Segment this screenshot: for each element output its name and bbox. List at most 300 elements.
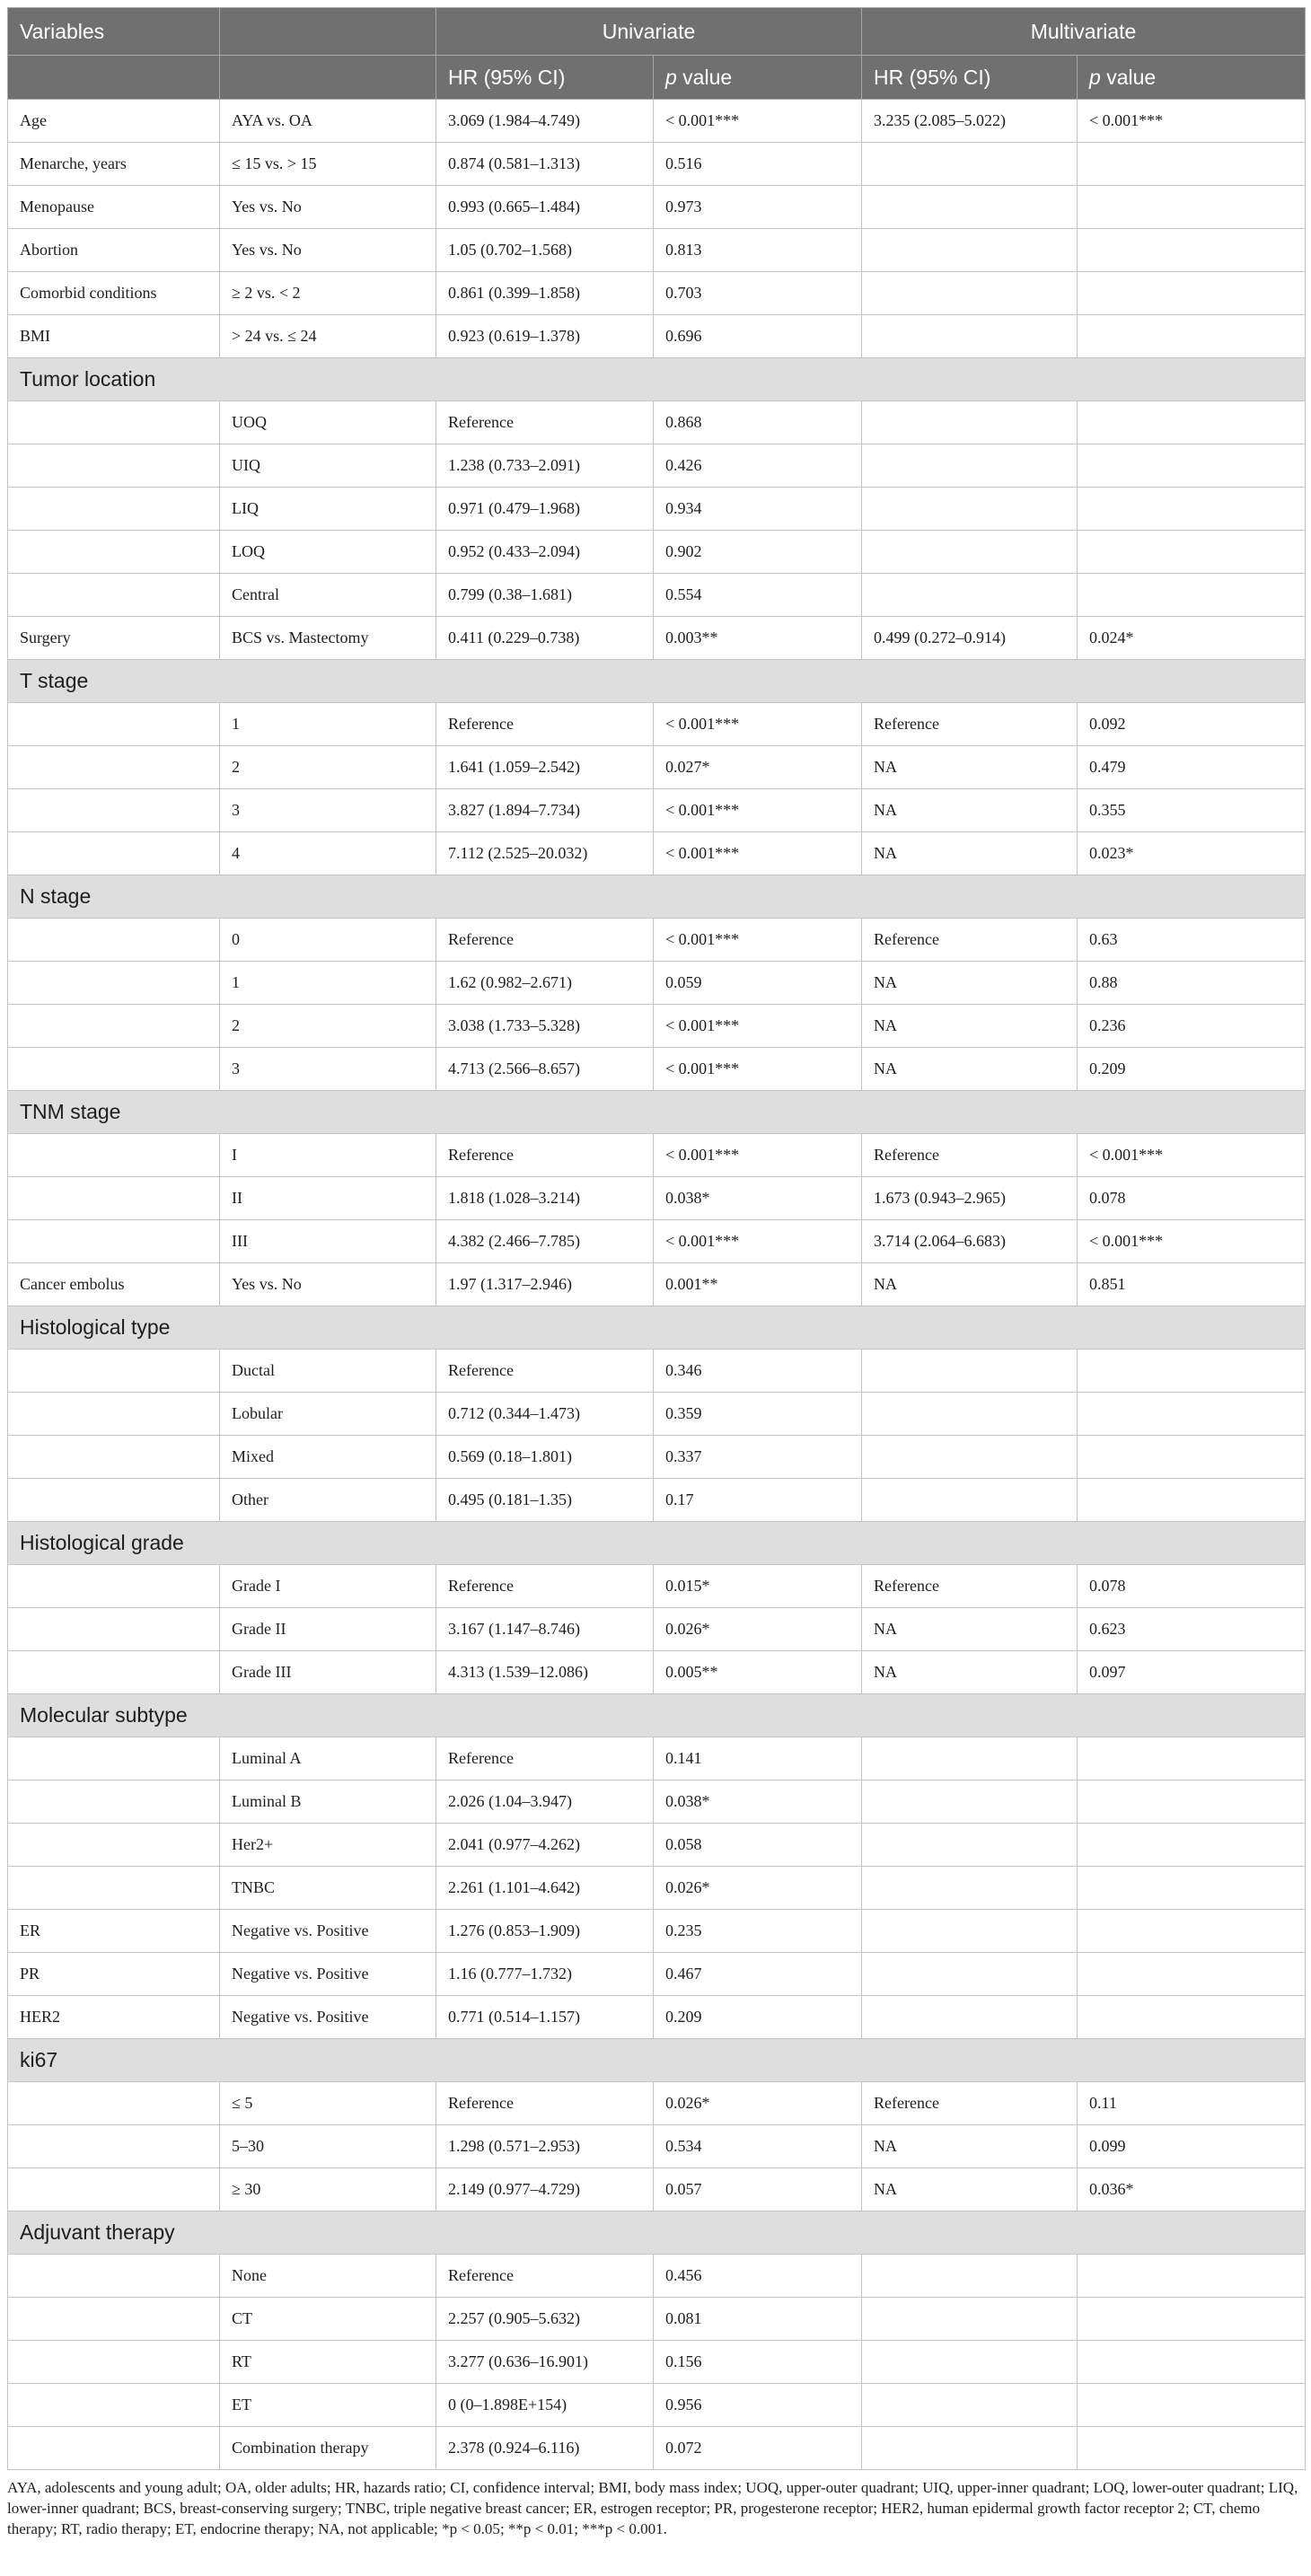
uni-p-cell: 0.696: [654, 315, 862, 358]
comparison-cell: Her2+: [220, 1824, 436, 1867]
table-row: [8, 531, 1306, 574]
p-rest: value: [1100, 65, 1157, 89]
variable-cell: [8, 531, 220, 574]
uni-p-cell: 0.001**: [654, 1263, 862, 1306]
table-row: [8, 2427, 1306, 2470]
uni-p-cell: 0.038*: [654, 1780, 862, 1824]
p-italic: p: [665, 65, 677, 89]
header-blank: [220, 8, 436, 56]
multi-p-cell: < 0.001***: [1078, 1134, 1306, 1177]
multi-hr-cell: Reference: [862, 1565, 1078, 1608]
variable-cell: Surgery: [8, 617, 220, 660]
multi-p-cell: [1078, 1867, 1306, 1910]
uni-hr-cell: 0.993 (0.665–1.484): [436, 186, 654, 229]
variable-cell: Menopause: [8, 186, 220, 229]
uni-p-cell: 0.868: [654, 401, 862, 444]
comparison-cell: AYA vs. OA: [220, 100, 436, 143]
header-multi-hr: HR (95% CI): [862, 56, 1078, 100]
multi-p-cell: [1078, 488, 1306, 531]
p-rest: value: [676, 65, 733, 89]
uni-hr-cell: 1.641 (1.059–2.542): [436, 746, 654, 789]
comparison-cell: Negative vs. Positive: [220, 1996, 436, 2039]
variable-cell: [8, 401, 220, 444]
table-row: [8, 703, 1306, 746]
comparison-cell: Negative vs. Positive: [220, 1910, 436, 1953]
uni-p-cell: 0.209: [654, 1996, 862, 2039]
variable-cell: [8, 1350, 220, 1393]
variable-cell: [8, 1048, 220, 1091]
comparison-cell: 3: [220, 1048, 436, 1091]
multi-hr-cell: [862, 1436, 1078, 1479]
variable-cell: [8, 962, 220, 1005]
uni-p-cell: 0.005**: [654, 1651, 862, 1694]
multi-p-cell: [1078, 1350, 1306, 1393]
multi-p-cell: 0.024*: [1078, 617, 1306, 660]
variable-cell: [8, 1393, 220, 1436]
table-row: [8, 1565, 1306, 1608]
uni-p-cell: 0.058: [654, 1824, 862, 1867]
variable-cell: [8, 1780, 220, 1824]
section-row: [8, 2039, 1306, 2082]
uni-p-cell: 0.026*: [654, 2082, 862, 2125]
uni-p-cell: 0.015*: [654, 1565, 862, 1608]
uni-hr-cell: 1.276 (0.853–1.909): [436, 1910, 654, 1953]
table-row: [8, 1177, 1306, 1220]
comparison-cell: 0: [220, 919, 436, 962]
multi-p-cell: < 0.001***: [1078, 1220, 1306, 1263]
uni-p-cell: 0.17: [654, 1479, 862, 1522]
multi-p-cell: [1078, 2384, 1306, 2427]
uni-p-cell: < 0.001***: [654, 789, 862, 832]
variable-cell: [8, 2125, 220, 2168]
uni-p-cell: 0.426: [654, 444, 862, 488]
multi-hr-cell: [862, 2255, 1078, 2298]
multi-p-cell: 0.097: [1078, 1651, 1306, 1694]
comparison-cell: None: [220, 2255, 436, 2298]
uni-hr-cell: Reference: [436, 1134, 654, 1177]
uni-hr-cell: 2.149 (0.977–4.729): [436, 2168, 654, 2211]
uni-p-cell: 0.934: [654, 488, 862, 531]
multi-hr-cell: [862, 2384, 1078, 2427]
table-row: [8, 1393, 1306, 1436]
variable-cell: [8, 789, 220, 832]
section-label: ki67: [8, 2039, 1306, 2082]
variable-cell: [8, 2082, 220, 2125]
uni-p-cell: 0.337: [654, 1436, 862, 1479]
regression-table-container: [7, 7, 1305, 2539]
comparison-cell: CT: [220, 2298, 436, 2341]
multi-hr-cell: Reference: [862, 919, 1078, 962]
uni-hr-cell: 0.799 (0.38–1.681): [436, 574, 654, 617]
section-row: [8, 660, 1306, 703]
multi-p-cell: [1078, 143, 1306, 186]
variable-cell: [8, 1824, 220, 1867]
footnote-text: AYA, adolescents and young adult; OA, older adults; HR, hazards ratio; CI, confidence interval; BMI, body mass index; UOQ, upper-outer quadrant; UIQ, upper-inner quadrant; LOQ, lower-outer quadrant; LIQ, lower-inner quadrant; BCS, breast-conserving surgery; TNBC, triple negative breast cancer; ER, estrogen receptor; PR, progesterone receptor; HER2, human epidermal growth factor receptor 2; CT, chemo therapy; RT, radio therapy; ET, endocrine therapy; NA, not applicable;: [7, 2479, 1298, 2537]
table-row: [8, 315, 1306, 358]
uni-hr-cell: 0.569 (0.18–1.801): [436, 1436, 654, 1479]
variable-cell: [8, 2384, 220, 2427]
uni-p-cell: < 0.001***: [654, 1048, 862, 1091]
multi-hr-cell: [862, 1910, 1078, 1953]
uni-p-cell: 0.057: [654, 2168, 862, 2211]
comparison-cell: ≤ 5: [220, 2082, 436, 2125]
multi-hr-cell: [862, 1479, 1078, 1522]
header-multi-p: [1078, 56, 1306, 100]
multi-hr-cell: [862, 1350, 1078, 1393]
footnote-sep: ;: [499, 2520, 508, 2537]
table-row: [8, 1134, 1306, 1177]
comparison-cell: 2: [220, 1005, 436, 1048]
comparison-cell: I: [220, 1134, 436, 1177]
variable-cell: [8, 2255, 220, 2298]
multi-hr-cell: [862, 1953, 1078, 1996]
section-row: [8, 875, 1306, 919]
multi-p-cell: 0.036*: [1078, 2168, 1306, 2211]
uni-p-cell: 0.235: [654, 1910, 862, 1953]
comparison-cell: ≥ 30: [220, 2168, 436, 2211]
uni-p-cell: 0.059: [654, 962, 862, 1005]
multi-p-cell: [1078, 531, 1306, 574]
uni-hr-cell: 4.713 (2.566–8.657): [436, 1048, 654, 1091]
section-label: Histological grade: [8, 1522, 1306, 1565]
table-row: [8, 1867, 1306, 1910]
variable-cell: BMI: [8, 315, 220, 358]
comparison-cell: UIQ: [220, 444, 436, 488]
header-uni-p: [654, 56, 862, 100]
variable-cell: [8, 703, 220, 746]
uni-hr-cell: 1.818 (1.028–3.214): [436, 1177, 654, 1220]
section-row: [8, 358, 1306, 401]
footnote-sig2: **p < 0.01: [507, 2520, 575, 2537]
uni-hr-cell: 4.313 (1.539–12.086): [436, 1651, 654, 1694]
uni-p-cell: 0.346: [654, 1350, 862, 1393]
table-row: [8, 186, 1306, 229]
multi-hr-cell: [862, 574, 1078, 617]
uni-hr-cell: 0 (0–1.898E+154): [436, 2384, 654, 2427]
multi-hr-cell: [862, 272, 1078, 315]
uni-p-cell: 0.081: [654, 2298, 862, 2341]
uni-hr-cell: 3.038 (1.733–5.328): [436, 1005, 654, 1048]
comparison-cell: UOQ: [220, 401, 436, 444]
multi-p-cell: [1078, 1436, 1306, 1479]
table-row: [8, 1824, 1306, 1867]
multi-hr-cell: [862, 229, 1078, 272]
multi-hr-cell: NA: [862, 1608, 1078, 1651]
uni-p-cell: 0.027*: [654, 746, 862, 789]
multi-hr-cell: [862, 2298, 1078, 2341]
uni-hr-cell: 3.277 (0.636–16.901): [436, 2341, 654, 2384]
section-label: Histological type: [8, 1306, 1306, 1350]
variable-cell: [8, 1608, 220, 1651]
comparison-cell: III: [220, 1220, 436, 1263]
table-row: [8, 2255, 1306, 2298]
uni-p-cell: < 0.001***: [654, 832, 862, 875]
comparison-cell: RT: [220, 2341, 436, 2384]
table-row: [8, 962, 1306, 1005]
multi-p-cell: 0.63: [1078, 919, 1306, 962]
variable-cell: [8, 1005, 220, 1048]
table-row: [8, 1350, 1306, 1393]
variable-cell: [8, 1867, 220, 1910]
variable-cell: [8, 2427, 220, 2470]
variable-cell: PR: [8, 1953, 220, 1996]
multi-hr-cell: NA: [862, 1005, 1078, 1048]
uni-hr-cell: 1.97 (1.317–2.946): [436, 1263, 654, 1306]
multi-hr-cell: [862, 531, 1078, 574]
multi-p-cell: 0.023*: [1078, 832, 1306, 875]
multi-hr-cell: NA: [862, 1263, 1078, 1306]
table-row: [8, 2082, 1306, 2125]
variable-cell: Cancer embolus: [8, 1263, 220, 1306]
table-row: [8, 746, 1306, 789]
uni-hr-cell: 3.827 (1.894–7.734): [436, 789, 654, 832]
uni-p-cell: 0.516: [654, 143, 862, 186]
multi-p-cell: 0.851: [1078, 1263, 1306, 1306]
comparison-cell: ≤ 15 vs. > 15: [220, 143, 436, 186]
uni-p-cell: 0.003**: [654, 617, 862, 660]
multi-p-cell: [1078, 272, 1306, 315]
uni-hr-cell: 0.411 (0.229–0.738): [436, 617, 654, 660]
multi-p-cell: [1078, 2298, 1306, 2341]
table-row: [8, 1436, 1306, 1479]
comparison-cell: 2: [220, 746, 436, 789]
multi-p-cell: 0.078: [1078, 1177, 1306, 1220]
multi-p-cell: [1078, 229, 1306, 272]
multi-p-cell: 0.078: [1078, 1565, 1306, 1608]
variable-cell: Age: [8, 100, 220, 143]
section-row: [8, 1091, 1306, 1134]
variable-cell: [8, 2341, 220, 2384]
uni-hr-cell: 0.971 (0.479–1.968): [436, 488, 654, 531]
variable-cell: [8, 488, 220, 531]
section-row: [8, 1306, 1306, 1350]
comparison-cell: Grade III: [220, 1651, 436, 1694]
variable-cell: HER2: [8, 1996, 220, 2039]
uni-hr-cell: 0.861 (0.399–1.858): [436, 272, 654, 315]
multi-hr-cell: [862, 401, 1078, 444]
table-row: [8, 832, 1306, 875]
uni-hr-cell: 0.712 (0.344–1.473): [436, 1393, 654, 1436]
uni-p-cell: < 0.001***: [654, 1220, 862, 1263]
variable-cell: [8, 1177, 220, 1220]
multi-hr-cell: [862, 1824, 1078, 1867]
uni-p-cell: 0.026*: [654, 1867, 862, 1910]
table-row: [8, 1005, 1306, 1048]
multi-hr-cell: NA: [862, 746, 1078, 789]
comparison-cell: ≥ 2 vs. < 2: [220, 272, 436, 315]
multi-p-cell: [1078, 1953, 1306, 1996]
variable-cell: [8, 746, 220, 789]
uni-hr-cell: 2.378 (0.924–6.116): [436, 2427, 654, 2470]
uni-hr-cell: Reference: [436, 1350, 654, 1393]
variable-cell: [8, 2168, 220, 2211]
multi-p-cell: [1078, 1393, 1306, 1436]
multi-hr-cell: NA: [862, 962, 1078, 1005]
uni-p-cell: 0.703: [654, 272, 862, 315]
uni-hr-cell: 2.026 (1.04–3.947): [436, 1780, 654, 1824]
variable-cell: [8, 919, 220, 962]
comparison-cell: Luminal A: [220, 1737, 436, 1780]
footnote-sig1: *p < 0.05: [442, 2520, 500, 2537]
header-univariate: Univariate: [436, 8, 862, 56]
uni-hr-cell: Reference: [436, 703, 654, 746]
variable-cell: [8, 574, 220, 617]
comparison-cell: 5–30: [220, 2125, 436, 2168]
variable-cell: [8, 1565, 220, 1608]
uni-hr-cell: Reference: [436, 2082, 654, 2125]
uni-p-cell: 0.902: [654, 531, 862, 574]
uni-p-cell: 0.467: [654, 1953, 862, 1996]
uni-hr-cell: 3.167 (1.147–8.746): [436, 1608, 654, 1651]
multi-hr-cell: NA: [862, 2168, 1078, 2211]
comparison-cell: 1: [220, 962, 436, 1005]
table-row: [8, 229, 1306, 272]
comparison-cell: Yes vs. No: [220, 1263, 436, 1306]
section-label: Tumor location: [8, 358, 1306, 401]
table-row: [8, 272, 1306, 315]
variable-cell: [8, 1651, 220, 1694]
multi-hr-cell: [862, 1996, 1078, 2039]
comparison-cell: ET: [220, 2384, 436, 2427]
comparison-cell: Yes vs. No: [220, 229, 436, 272]
table-row: [8, 1263, 1306, 1306]
uni-p-cell: 0.554: [654, 574, 862, 617]
uni-hr-cell: 0.952 (0.433–2.094): [436, 531, 654, 574]
multi-p-cell: [1078, 574, 1306, 617]
multi-hr-cell: 1.673 (0.943–2.965): [862, 1177, 1078, 1220]
uni-p-cell: 0.072: [654, 2427, 862, 2470]
comparison-cell: LIQ: [220, 488, 436, 531]
comparison-cell: Combination therapy: [220, 2427, 436, 2470]
comparison-cell: Yes vs. No: [220, 186, 436, 229]
multi-p-cell: [1078, 1479, 1306, 1522]
multi-p-cell: 0.355: [1078, 789, 1306, 832]
header-blank: [220, 56, 436, 100]
uni-hr-cell: 2.261 (1.101–4.642): [436, 1867, 654, 1910]
table-row: [8, 2298, 1306, 2341]
table-row: [8, 1780, 1306, 1824]
uni-hr-cell: 2.257 (0.905–5.632): [436, 2298, 654, 2341]
uni-p-cell: 0.813: [654, 229, 862, 272]
table-row: [8, 143, 1306, 186]
table-row: [8, 2341, 1306, 2384]
multi-p-cell: [1078, 1996, 1306, 2039]
table-row: [8, 444, 1306, 488]
multi-hr-cell: Reference: [862, 703, 1078, 746]
comparison-cell: TNBC: [220, 1867, 436, 1910]
multi-hr-cell: 0.499 (0.272–0.914): [862, 617, 1078, 660]
section-row: [8, 2211, 1306, 2255]
header-uni-hr: HR (95% CI): [436, 56, 654, 100]
header-multivariate: Multivariate: [862, 8, 1306, 56]
multi-hr-cell: [862, 2427, 1078, 2470]
multi-hr-cell: NA: [862, 832, 1078, 875]
footnote-sig3: ***p < 0.001: [582, 2520, 664, 2537]
uni-hr-cell: 7.112 (2.525–20.032): [436, 832, 654, 875]
comparison-cell: Negative vs. Positive: [220, 1953, 436, 1996]
multi-hr-cell: NA: [862, 1651, 1078, 1694]
comparison-cell: BCS vs. Mastectomy: [220, 617, 436, 660]
section-label: Adjuvant therapy: [8, 2211, 1306, 2255]
comparison-cell: 1: [220, 703, 436, 746]
table-row: [8, 1651, 1306, 1694]
table-row: [8, 2384, 1306, 2427]
uni-hr-cell: 1.16 (0.777–1.732): [436, 1953, 654, 1996]
uni-p-cell: < 0.001***: [654, 1134, 862, 1177]
table-row: [8, 1953, 1306, 1996]
uni-hr-cell: Reference: [436, 2255, 654, 2298]
footnote-sep: ;: [574, 2520, 583, 2537]
multi-hr-cell: NA: [862, 789, 1078, 832]
p-italic: p: [1089, 65, 1101, 89]
section-label: N stage: [8, 875, 1306, 919]
table-row: [8, 1737, 1306, 1780]
uni-p-cell: 0.534: [654, 2125, 862, 2168]
uni-hr-cell: 0.874 (0.581–1.313): [436, 143, 654, 186]
multi-hr-cell: Reference: [862, 2082, 1078, 2125]
comparison-cell: Ductal: [220, 1350, 436, 1393]
uni-hr-cell: 1.05 (0.702–1.568): [436, 229, 654, 272]
comparison-cell: 4: [220, 832, 436, 875]
variable-cell: [8, 1436, 220, 1479]
variable-cell: [8, 1479, 220, 1522]
header-variables: Variables: [8, 8, 220, 56]
section-row: [8, 1522, 1306, 1565]
comparison-cell: Central: [220, 574, 436, 617]
table-row: [8, 2125, 1306, 2168]
uni-p-cell: 0.156: [654, 2341, 862, 2384]
multi-hr-cell: 3.235 (2.085–5.022): [862, 100, 1078, 143]
comparison-cell: Mixed: [220, 1436, 436, 1479]
table-row: [8, 488, 1306, 531]
multi-p-cell: 0.092: [1078, 703, 1306, 746]
table-body: [8, 100, 1306, 2470]
table-row: [8, 1996, 1306, 2039]
header-blank: [8, 56, 220, 100]
variable-cell: [8, 832, 220, 875]
uni-p-cell: < 0.001***: [654, 1005, 862, 1048]
uni-p-cell: < 0.001***: [654, 100, 862, 143]
uni-p-cell: 0.456: [654, 2255, 862, 2298]
variable-cell: [8, 444, 220, 488]
uni-hr-cell: 3.069 (1.984–4.749): [436, 100, 654, 143]
multi-p-cell: 0.88: [1078, 962, 1306, 1005]
cox-regression-table: [7, 7, 1306, 2470]
variable-cell: [8, 1737, 220, 1780]
uni-p-cell: 0.956: [654, 2384, 862, 2427]
table-row: [8, 401, 1306, 444]
variable-cell: Comorbid conditions: [8, 272, 220, 315]
uni-hr-cell: Reference: [436, 919, 654, 962]
uni-hr-cell: 1.238 (0.733–2.091): [436, 444, 654, 488]
table-row: [8, 1479, 1306, 1522]
multi-p-cell: 0.479: [1078, 746, 1306, 789]
comparison-cell: Grade II: [220, 1608, 436, 1651]
multi-p-cell: [1078, 1737, 1306, 1780]
section-label: TNM stage: [8, 1091, 1306, 1134]
multi-hr-cell: [862, 488, 1078, 531]
multi-p-cell: [1078, 401, 1306, 444]
multi-p-cell: [1078, 315, 1306, 358]
uni-p-cell: 0.973: [654, 186, 862, 229]
table-row: [8, 1048, 1306, 1091]
uni-hr-cell: Reference: [436, 401, 654, 444]
multi-hr-cell: [862, 186, 1078, 229]
uni-p-cell: 0.038*: [654, 1177, 862, 1220]
comparison-cell: LOQ: [220, 531, 436, 574]
multi-p-cell: 0.236: [1078, 1005, 1306, 1048]
multi-p-cell: [1078, 2341, 1306, 2384]
